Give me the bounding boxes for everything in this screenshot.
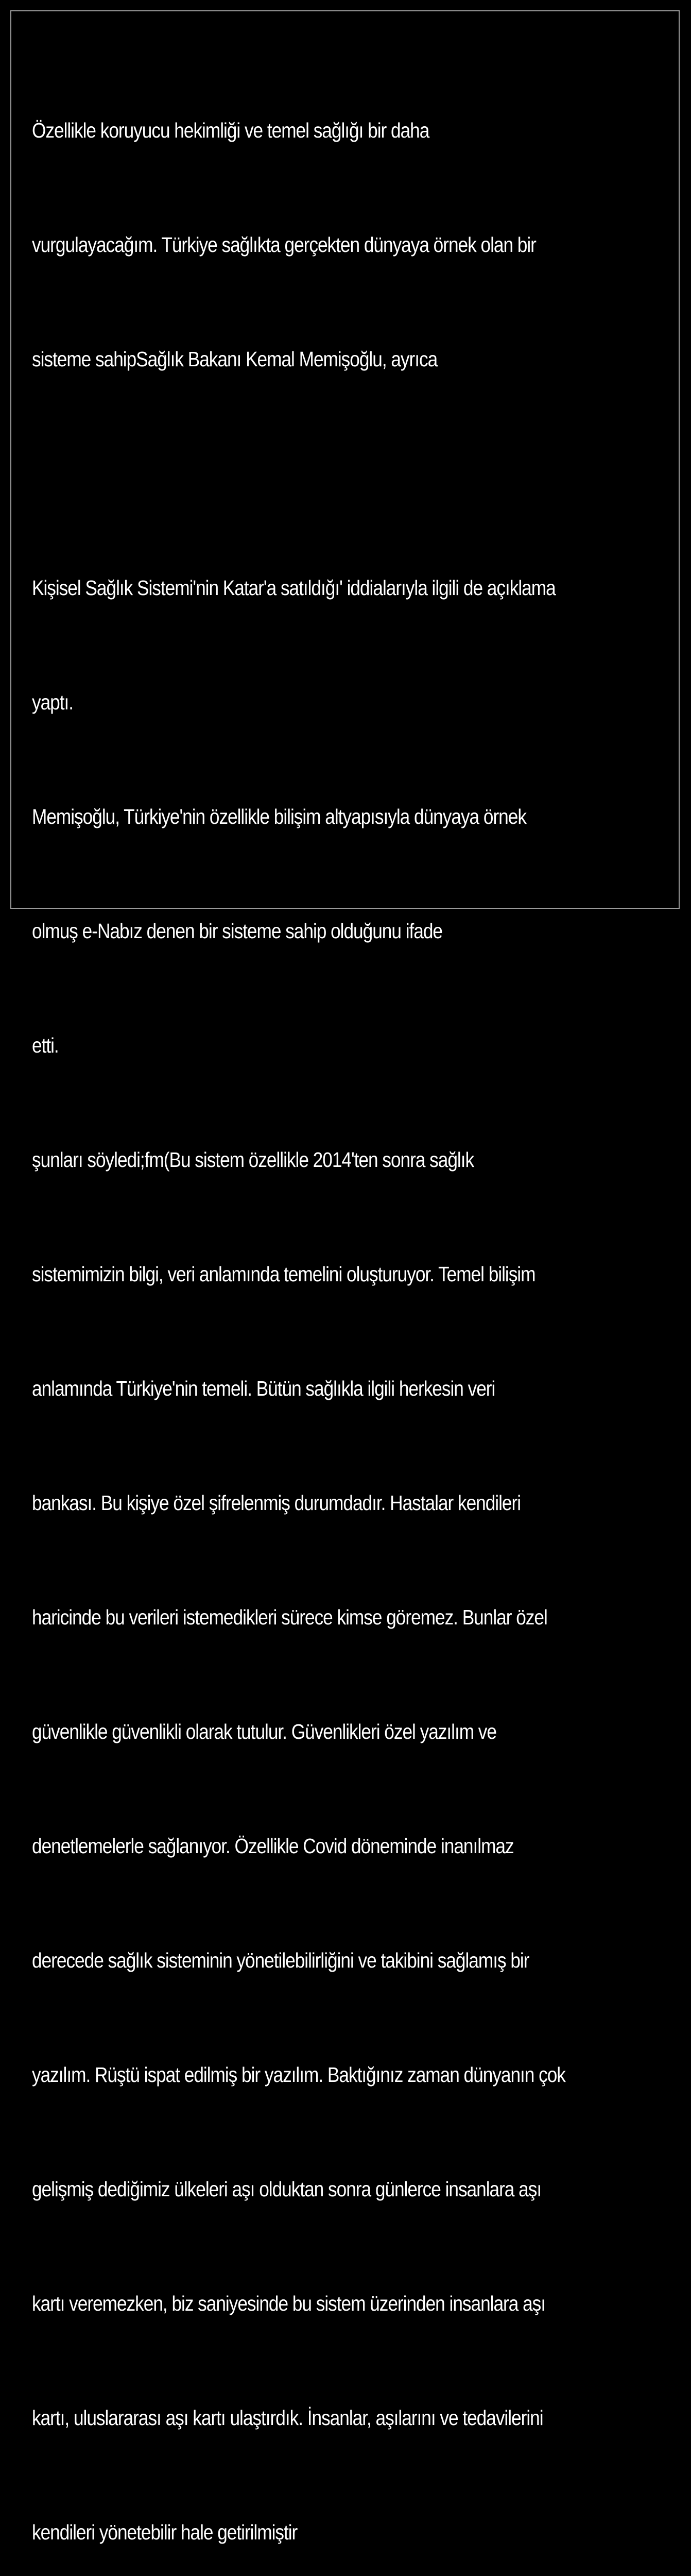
article-line: güvenlikle güvenlikli olarak tutulur. Güvenlikleri özel yazılım ve [32, 1720, 496, 1743]
article-line: denetlemelerle sağlanıyor. Özellikle Covid döneminde inanılmaz [32, 1834, 514, 1858]
article-blank-line [32, 454, 577, 493]
article-line: derecede sağlık sisteminin yönetilebilirliğini ve takibini sağlamış bir [32, 1948, 529, 1972]
article-line: kartı, uluslararası aşı kartı ulaştırdık. İnsanlar, aşılarını ve tedavilerini [32, 2406, 543, 2430]
article-line: olmuş e-Nabız denen bir sisteme sahip olduğunu ifade [32, 919, 443, 943]
article-line: şunları söyledi;fm(Bu sistem özellikle 2014'ten sonra sağlık [32, 1148, 474, 1172]
article-line: kartı veremezken, biz saniyesinde bu sistem üzerinden insanlara aşı [32, 2292, 546, 2315]
article-line: Kişisel Sağlık Sistemi'nin Katar'a satıldığı' iddialarıyla ilgili de açıklama [32, 576, 556, 600]
article-line: Özellikle koruyucu hekimliği ve temel sağlığı bir daha [32, 118, 429, 142]
article-line: haricinde bu verileri istemedikleri sürece kimse göremez. Bunlar özel [32, 1605, 547, 1629]
article-line: anlamında Türkiye'nin temeli. Bütün sağlıkla ilgili herkesin veri [32, 1377, 495, 1400]
article-line: kendileri yönetebilir hale getirilmiştir [32, 2520, 298, 2544]
article-line: yazılım. Rüştü ispat edilmiş bir yazılım. Baktığınız zaman dünyanın çok [32, 2063, 565, 2087]
article-line: bankası. Bu kişiye özel şifrelenmiş durumdadır. Hastalar kendileri [32, 1491, 521, 1515]
article-line: sistemimizin bilgi, veri anlamında temelini oluşturuyor. Temel bilişim [32, 1262, 535, 1286]
article-line: Memişoğlu, Türkiye'nin özellikle bilişim altyapısıyla dünyaya örnek [32, 805, 526, 828]
article-line: vurgulayacağım. Türkiye sağlıkta gerçekten dünyaya örnek olan bir [32, 233, 536, 257]
article-line: gelişmiş dediğimiz ülkeleri aşı olduktan sonra günlerce insanlara aşı [32, 2177, 542, 2201]
article-line: yaptı. [32, 690, 74, 714]
article-text [32, 35, 577, 2576]
article-line: etti. [32, 1033, 59, 1057]
article-line: sisteme sahipSağlık Bakanı Kemal Memişoğlu, ayrıca [32, 347, 438, 371]
